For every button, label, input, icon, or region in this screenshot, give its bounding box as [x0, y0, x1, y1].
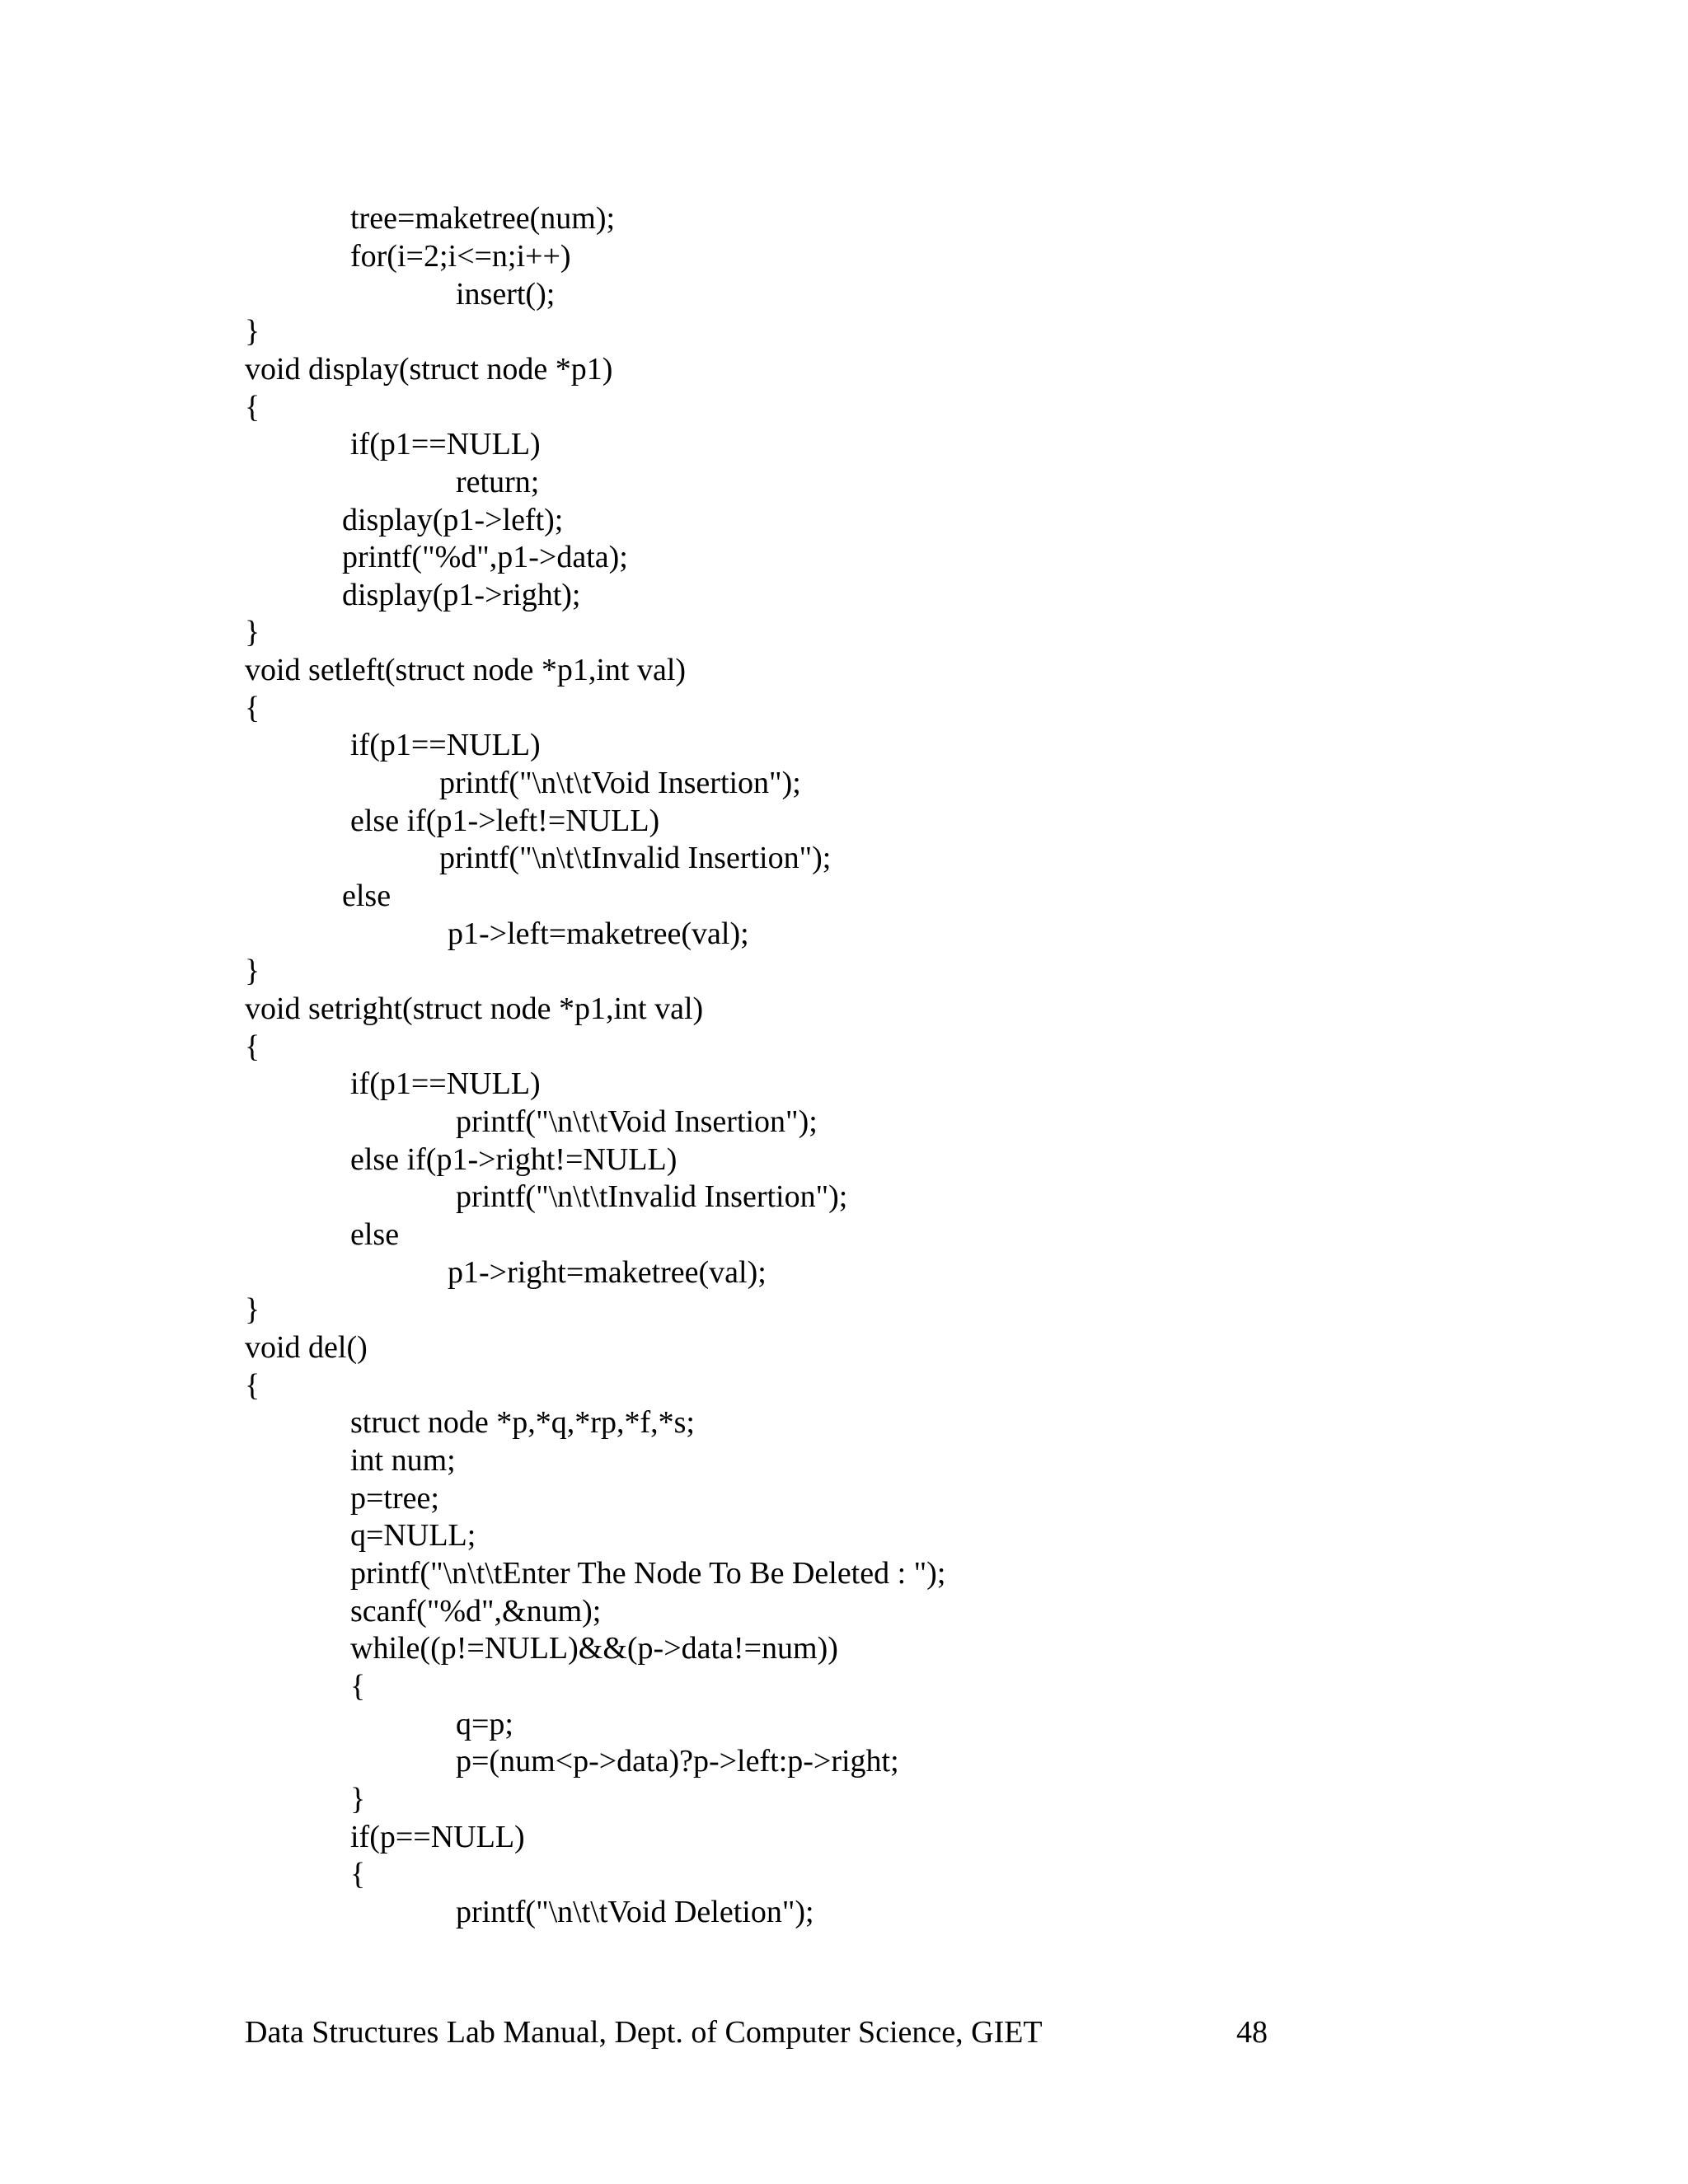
code-line: insert(); — [456, 277, 556, 312]
code-line: { — [245, 1368, 260, 1403]
code-line: else if(p1->right!=NULL) — [350, 1142, 678, 1177]
code-line: printf("%d",p1->data); — [342, 540, 628, 574]
code-line: void setleft(struct node *p1,int val) — [245, 653, 687, 687]
footer-text: Data Structures Lab Manual, Dept. of Computer Science, GIET — [245, 2015, 1043, 2050]
code-line: if(p1==NULL) — [350, 427, 541, 462]
code-line: display(p1->right); — [342, 578, 581, 612]
code-line: tree=maketree(num); — [350, 201, 616, 236]
code-line: void setright(struct node *p1,int val) — [245, 991, 704, 1026]
code-line: printf("\n\t\tVoid Deletion"); — [456, 1895, 814, 1929]
code-line: else — [342, 879, 392, 913]
code-line: { — [350, 1669, 366, 1704]
code-line: else — [350, 1217, 400, 1252]
code-line: { — [350, 1857, 366, 1891]
code-line: scanf("%d",&num); — [350, 1594, 602, 1629]
code-line: } — [245, 615, 260, 649]
code-line: } — [245, 314, 260, 349]
code-line: printf("\n\t\tInvalid Insertion"); — [456, 1179, 848, 1214]
code-line: printf("\n\t\tInvalid Insertion"); — [439, 841, 832, 875]
code-line: return; — [456, 465, 540, 499]
code-line: printf("\n\t\tEnter The Node To Be Deleted : "); — [350, 1556, 946, 1591]
code-line: q=p; — [456, 1707, 513, 1741]
code-line: p=(num<p->data)?p->left:p->right; — [456, 1744, 899, 1779]
page-number: 48 — [1236, 2015, 1268, 2050]
code-line: q=NULL; — [350, 1518, 476, 1553]
code-line: printf("\n\t\tVoid Insertion"); — [456, 1104, 818, 1139]
code-line: p1->left=maketree(val); — [448, 916, 749, 951]
code-line: } — [245, 1292, 260, 1327]
code-line: struct node *p,*q,*rp,*f,*s; — [350, 1405, 695, 1440]
code-line: printf("\n\t\tVoid Insertion"); — [439, 766, 801, 800]
code-line: if(p1==NULL) — [350, 1066, 541, 1101]
code-line: int num; — [350, 1443, 456, 1478]
code-line: if(p1==NULL) — [350, 728, 541, 762]
code-line: if(p==NULL) — [350, 1820, 525, 1854]
code-line: { — [245, 1029, 260, 1064]
code-line: { — [245, 390, 260, 424]
code-line: p1->right=maketree(val); — [448, 1255, 767, 1290]
code-line: } — [245, 954, 260, 988]
code-line: for(i=2;i<=n;i++) — [350, 239, 571, 274]
code-line: } — [350, 1782, 366, 1816]
code-line: { — [245, 691, 260, 725]
code-line: void display(struct node *p1) — [245, 352, 613, 387]
code-line: display(p1->left); — [342, 503, 564, 537]
code-line: p=tree; — [350, 1481, 439, 1516]
code-line: while((p!=NULL)&&(p->data!=num)) — [350, 1631, 838, 1666]
code-line: void del() — [245, 1330, 368, 1365]
code-line: else if(p1->left!=NULL) — [350, 804, 660, 838]
